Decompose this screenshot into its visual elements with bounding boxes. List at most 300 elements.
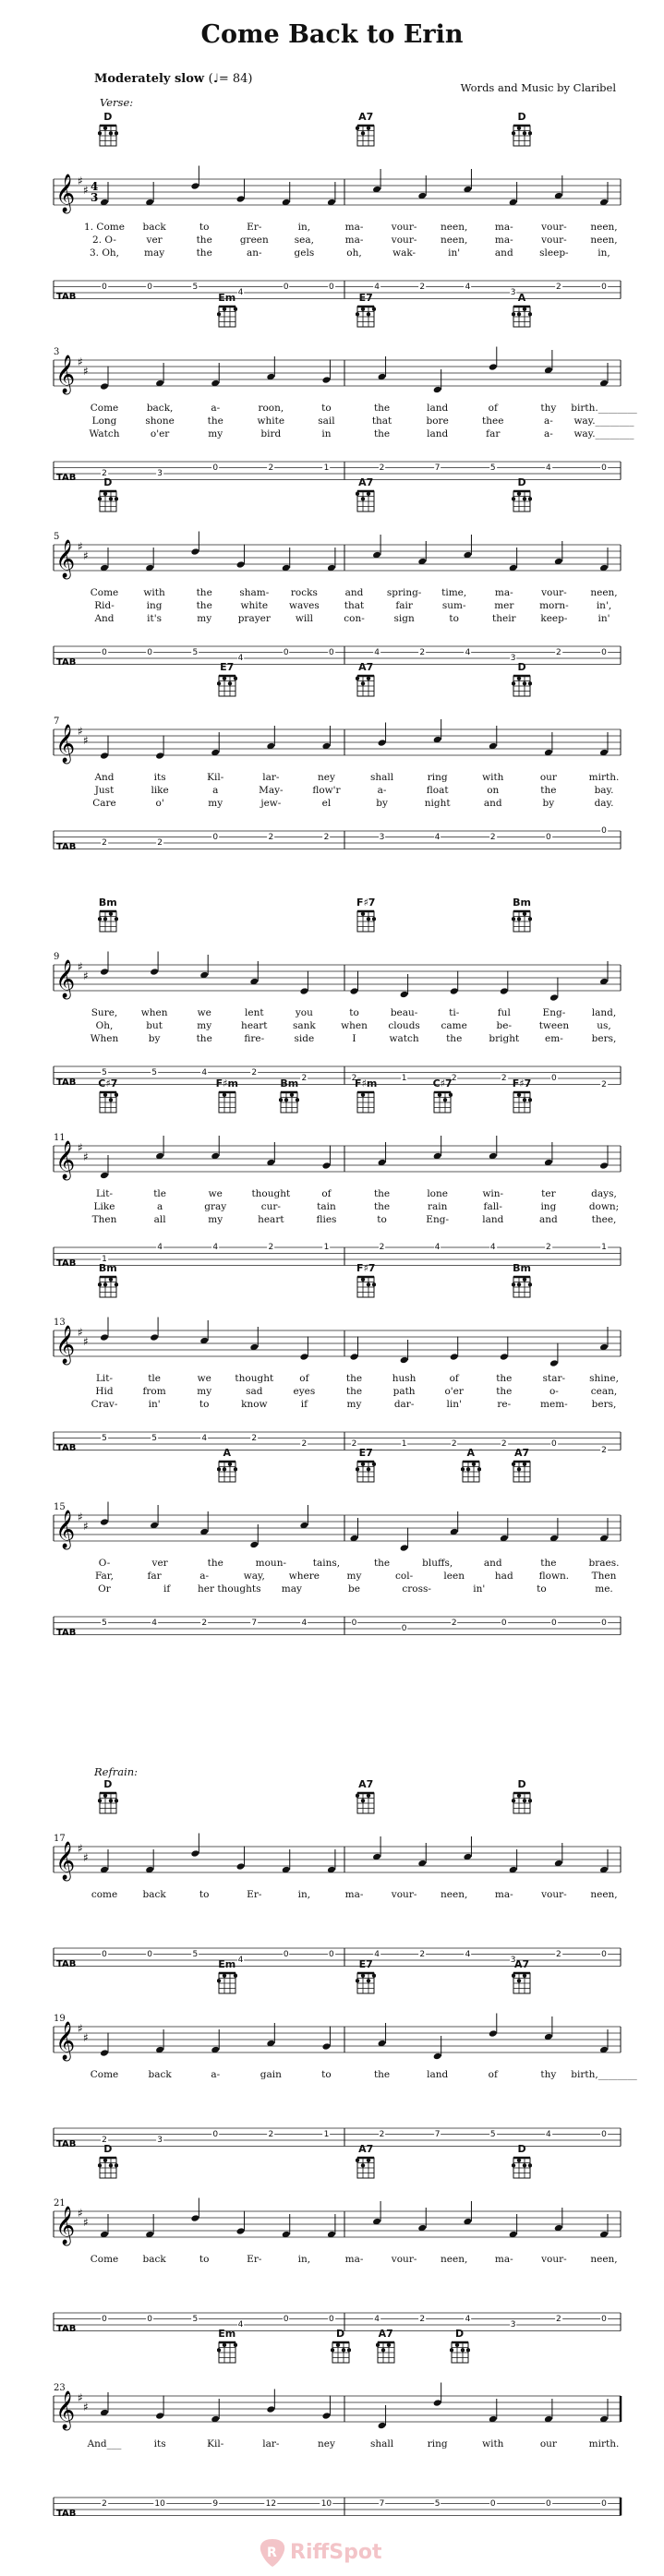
lyric-syllable: cross- (402, 1583, 431, 1595)
lyric-syllable: neen, (590, 1889, 618, 1900)
tab-fret-number: 5 (489, 463, 496, 473)
tab-fret-number: 2 (301, 1074, 308, 1083)
chord-name: D (517, 476, 526, 488)
note-head (249, 1541, 259, 1549)
lyric-syllable: land (427, 403, 449, 414)
tab-fret-number: 3 (157, 2136, 163, 2145)
lyric-syllable: May- (259, 785, 284, 796)
tab-fret-number: 2 (268, 463, 274, 473)
lyric-syllable: Or (98, 1583, 111, 1595)
lyric-syllable: in, (297, 2254, 311, 2265)
lyric-syllable: thee, (591, 1214, 617, 1225)
lyric-syllable: spring- (386, 587, 422, 598)
lyric-syllable: Come (90, 2254, 119, 2265)
lyric-syllable: to (199, 2254, 210, 2265)
lyric-syllable: shine, (589, 1373, 619, 1384)
tab-clef-icon: TAB (56, 1443, 77, 1453)
treble-clef-icon: 𝄞 (55, 1842, 76, 1880)
tab-fret-number: 0 (551, 1618, 557, 1628)
sharp-icon: ♯ (78, 725, 83, 738)
note-head (321, 1162, 331, 1170)
chord-name: D (454, 2328, 465, 2340)
measure-number: 15 (54, 1502, 66, 1512)
chord-name: A7 (358, 2143, 374, 2155)
lyric-syllable: an- (247, 247, 262, 259)
chord-name: D (517, 111, 526, 123)
measure-number: 5 (54, 532, 60, 542)
tab-fret-number: 0 (601, 2314, 607, 2324)
lyric-syllable: its (153, 2438, 166, 2450)
lyric-syllable: neen, (441, 1889, 468, 1900)
lyric-syllable: Eng- (542, 1007, 566, 1018)
tab-fret-number: 5 (434, 2498, 441, 2509)
lyric-syllable: re- (497, 1399, 512, 1410)
chord-name: F♯m (355, 1077, 378, 1089)
music-system (0, 2320, 664, 2542)
lyric-syllable: Just (94, 785, 115, 796)
lyric-syllable: roon, (258, 403, 284, 414)
tab-fret-number: 2 (251, 1067, 258, 1077)
lyric-syllable: the (196, 235, 212, 246)
tab-fret-number: 0 (102, 1949, 107, 1959)
lyric-syllable: ful (497, 1007, 511, 1018)
note-head (100, 968, 109, 976)
lyric-syllable: a- (377, 785, 387, 796)
chord-name: A7 (358, 476, 374, 488)
lyric-syllable: float (426, 785, 449, 796)
lyric-syllable: land (427, 428, 449, 439)
measure-number: 19 (54, 2014, 66, 2024)
lyric-syllable: mem- (540, 1399, 568, 1410)
tab-fret-number: 5 (151, 1067, 157, 1077)
lyric-syllable: ing (540, 1201, 557, 1212)
tab-fret-number: 2 (301, 1439, 308, 1449)
tab-fret-number: 1 (323, 1243, 330, 1252)
lyric-syllable: in, (297, 222, 311, 233)
lyric-syllable: o'er (444, 1386, 464, 1397)
sharp-icon: ♯ (78, 2022, 83, 2035)
lyric-syllable: sign (393, 613, 415, 624)
lyric-syllable: a- (211, 403, 221, 414)
lyric-syllable: tween (538, 1020, 570, 1031)
lyric-syllable: way.________ (573, 415, 634, 427)
tab-fret-number: 0 (212, 463, 219, 473)
tab-fret-number: 2 (546, 1243, 551, 1252)
lyric-syllable: the (196, 600, 212, 611)
tab-fret-number: 2 (201, 1618, 208, 1628)
tab-fret-number: 2 (102, 838, 107, 848)
tab-fret-number: 0 (601, 1949, 607, 1959)
lyric-syllable: in, (598, 247, 610, 259)
lyric-syllable: watch (389, 1033, 419, 1044)
sharp-icon: ♯ (83, 2216, 89, 2229)
song-title: Come Back to Erin (200, 20, 464, 49)
tab-fret-number: 5 (192, 282, 199, 292)
tab-fret-number: 0 (283, 2314, 289, 2324)
lyric-syllable: path (392, 1386, 416, 1397)
lyric-syllable: her thoughts (198, 1583, 261, 1595)
lyric-syllable: may (144, 247, 165, 259)
lyric-syllable: sleep- (539, 247, 569, 259)
lyric-syllable: ti- (449, 1007, 460, 1018)
lyric-syllable: fair (395, 600, 413, 611)
tab-fret-number: 2 (268, 832, 274, 842)
chord-name: D (517, 661, 526, 673)
lyric-syllable: back (142, 2254, 166, 2265)
note-head (433, 2052, 442, 2061)
music-system (0, 1439, 664, 1661)
lyric-syllable: with (143, 587, 165, 598)
tab-fret-number: 4 (201, 1433, 208, 1443)
lyric-syllable: bore (426, 415, 449, 427)
lyric-syllable: ma- (494, 222, 513, 233)
treble-clef-icon: 𝄞 (55, 1511, 76, 1548)
sharp-icon: ♯ (78, 540, 83, 553)
lyric-syllable: we (208, 1188, 223, 1199)
lyric-syllable: tle (148, 1373, 161, 1384)
tab-fret-number: 0 (329, 647, 334, 657)
lyric-syllable: clouds (388, 1020, 420, 1031)
riffspot-logo: R RiffSpot (259, 2537, 406, 2570)
lyric-syllable: braes. (588, 1558, 620, 1569)
treble-clef-icon: 𝄞 (55, 2022, 76, 2060)
note-head (489, 2029, 498, 2038)
lyric-syllable: thee (482, 415, 504, 427)
svg-text:4: 4 (91, 180, 99, 193)
lyric-syllable: lone (427, 1188, 448, 1199)
lyric-syllable: vour- (391, 235, 417, 246)
lyric-syllable: a- (543, 415, 553, 427)
lyric-syllable: white (240, 600, 269, 611)
lyric-syllable: and (344, 587, 364, 598)
lyric-syllable: ma- (344, 222, 364, 233)
lyric-syllable: in' (473, 1583, 486, 1595)
lyric-syllable: ver (151, 1558, 168, 1569)
tab-fret-number: 2 (555, 282, 561, 292)
lyric-syllable: came (441, 1020, 467, 1031)
note-head (266, 2405, 275, 2413)
measure-number: 7 (54, 716, 60, 727)
tab-fret-number: 0 (102, 647, 107, 657)
tab-fret-number: 4 (212, 1243, 219, 1252)
lyric-syllable: ma- (344, 1889, 364, 1900)
lyric-syllable: a (212, 785, 219, 796)
lyric-syllable: bright (489, 1033, 520, 1044)
tab-fret-number: 2 (268, 2129, 274, 2139)
lyric-syllable: And___ (87, 2438, 122, 2450)
lyric-syllable: in', (596, 600, 612, 611)
lyric-syllable: flies (316, 1214, 337, 1225)
note-head (599, 1162, 609, 1170)
lyric-syllable: our (539, 772, 557, 783)
lyric-syllable: vour- (391, 2254, 417, 2265)
measure-number: 3 (54, 347, 60, 357)
note-head (155, 2412, 164, 2420)
tab-fret-number: 4 (465, 1949, 471, 1959)
lyric-syllable: we (197, 1373, 211, 1384)
note-head (100, 752, 109, 760)
chord-name: Bm (280, 1077, 299, 1089)
lyric-syllable: the (196, 587, 212, 598)
tab-clef-icon: TAB (56, 473, 77, 483)
lyric-syllable: be- (496, 1020, 513, 1031)
tab-fret-number: 0 (489, 2498, 496, 2509)
tab-fret-number: 2 (251, 1433, 258, 1443)
lyric-syllable: sad (246, 1386, 263, 1397)
lyric-syllable: ring (427, 2438, 448, 2450)
lyric-syllable: far (147, 1571, 162, 1582)
tab-fret-number: 4 (237, 288, 244, 297)
lyric-syllable: flown. (538, 1571, 570, 1582)
lyric-syllable: a- (211, 2069, 221, 2080)
lyric-syllable: sea, (294, 235, 314, 246)
note-head (150, 1333, 159, 1342)
lyric-syllable: cean, (590, 1386, 618, 1397)
lyric-syllable: to (199, 1889, 210, 1900)
tempo-value: (♩= 84) (208, 72, 253, 86)
lyric-syllable: neen, (441, 222, 468, 233)
lyric-syllable: to (199, 222, 210, 233)
lyric-syllable: night (424, 798, 451, 809)
sharp-icon: ♯ (83, 2031, 89, 2044)
lyric-syllable: green (239, 235, 269, 246)
lyric-syllable: wak- (392, 247, 417, 259)
lyric-syllable: the (373, 428, 391, 439)
lyric-syllable: bers, (591, 1399, 617, 1410)
lyric-syllable: waves (288, 600, 320, 611)
lyric-syllable: will (295, 613, 313, 624)
note-head (190, 182, 199, 190)
lyric-syllable: prayer (237, 613, 271, 624)
tab-fret-number: 0 (401, 1624, 407, 1633)
lyric-syllable: our (539, 2438, 557, 2450)
lyric-syllable: if (300, 1399, 308, 1410)
tab-fret-number: 0 (601, 2498, 607, 2509)
chord-name: A7 (378, 2328, 393, 2340)
chord-name: Bm (98, 1262, 117, 1274)
tab-clef-icon: TAB (56, 2509, 77, 2519)
sharp-icon: ♯ (83, 1520, 89, 1533)
measure-number: 11 (54, 1133, 66, 1143)
lyric-syllable: dar- (393, 1399, 415, 1410)
tab-fret-number: 0 (212, 2129, 219, 2139)
sharp-icon: ♯ (78, 1511, 83, 1523)
lyric-syllable: a (156, 1201, 163, 1212)
refrain-marker: Refrain: (94, 1765, 139, 1778)
treble-clef-icon: 𝄞 (55, 2207, 76, 2245)
tab-fret-number: 2 (419, 282, 426, 292)
sharp-icon: ♯ (83, 2401, 89, 2413)
tab-fret-number: 2 (601, 1445, 607, 1455)
lyric-syllable: and (539, 1214, 558, 1225)
note-head (350, 1353, 359, 1361)
lyric-syllable: bluffs, (422, 1558, 453, 1569)
lyric-syllable: down; (588, 1201, 620, 1212)
lyric-syllable: sail (318, 415, 335, 427)
lyric-syllable: my (208, 798, 223, 809)
tab-fret-number: 4 (465, 282, 471, 292)
lyric-syllable: where (288, 1571, 320, 1582)
lyric-syllable: thy (540, 2069, 557, 2080)
note-head (299, 987, 308, 995)
lyric-syllable: bird (260, 428, 282, 439)
chord-name: D (336, 2328, 345, 2340)
tab-fret-number: 2 (351, 1439, 357, 1449)
treble-clef-icon: 𝄞 (55, 725, 76, 763)
note-head (321, 2042, 331, 2051)
tab-fret-number: 2 (379, 1243, 385, 1252)
chord-name: D (517, 1778, 526, 1790)
chord-name: Em (218, 2328, 236, 2340)
lyric-syllable: Like (93, 1201, 115, 1212)
lyric-syllable: you (295, 1007, 313, 1018)
note-head (400, 1356, 409, 1365)
lyric-syllable: o- (549, 1386, 559, 1397)
lyric-syllable: O- (98, 1558, 111, 1569)
lyric-syllable: tle (153, 1188, 167, 1199)
measure-number: 9 (54, 952, 60, 962)
chord-name: A (517, 292, 526, 304)
lyric-syllable: the (373, 1188, 391, 1199)
tab-fret-number: 0 (351, 1618, 357, 1628)
lyric-syllable: vour- (541, 1889, 567, 1900)
svg-text:3: 3 (91, 191, 99, 204)
tab-fret-number: 0 (601, 282, 607, 292)
chord-name: Em (218, 292, 236, 304)
lyric-syllable: vour- (391, 222, 417, 233)
sharp-icon: ♯ (78, 1842, 83, 1855)
tab-fret-number: 0 (102, 2314, 107, 2324)
tab-fret-number: 1 (323, 2129, 330, 2139)
lyric-syllable: in' (598, 613, 610, 624)
lyric-syllable: bay. (594, 785, 614, 796)
note-head (236, 560, 246, 569)
tab-fret-number: 4 (374, 1949, 380, 1959)
lyric-syllable: of (488, 403, 498, 414)
lyric-syllable: con- (344, 613, 365, 624)
lyric-syllable: ma- (494, 235, 513, 246)
treble-clef-icon: 𝄞 (55, 2391, 76, 2429)
tab-clef-icon: TAB (56, 2139, 77, 2149)
tab-fret-number: 2 (451, 1074, 457, 1083)
lyric-syllable: way.________ (573, 428, 634, 439)
lyric-syllable: to (321, 403, 332, 414)
chord-name: D (517, 2143, 526, 2155)
sharp-icon: ♯ (78, 1141, 83, 1154)
lyric-syllable: had (494, 1571, 513, 1582)
note-head (500, 1353, 509, 1361)
tab-fret-number: 5 (192, 1949, 199, 1959)
sharp-icon: ♯ (83, 365, 89, 378)
tab-fret-number: 0 (329, 1949, 334, 1959)
lyric-syllable: Oh, (95, 1020, 114, 1031)
tab-clef-icon: TAB (56, 1077, 77, 1088)
note-head (433, 386, 442, 394)
tab-fret-number: 4 (237, 2320, 244, 2329)
tab-fret-number: 5 (102, 1067, 107, 1077)
lyric-syllable: Er- (247, 222, 262, 233)
tab-fret-number: 4 (374, 2314, 380, 2324)
lyric-syllable: back (142, 222, 166, 233)
note-head (400, 991, 409, 999)
tab-fret-number: 0 (102, 282, 107, 292)
lyric-syllable: tains, (312, 1558, 341, 1569)
tab-fret-number: 2 (268, 1243, 274, 1252)
lyric-syllable: sank (293, 1020, 316, 1031)
sharp-icon: ♯ (78, 2391, 83, 2404)
lyric-syllable: know (241, 1399, 268, 1410)
tab-fret-number: 0 (147, 1949, 153, 1959)
lyric-syllable: ma- (494, 1889, 513, 1900)
lyric-syllable: the (373, 1558, 391, 1569)
lyric-syllable: bers, (591, 1033, 617, 1044)
tab-fret-number: 5 (151, 1433, 157, 1443)
chord-name: A7 (513, 1447, 530, 1459)
sharp-icon: ♯ (78, 2207, 83, 2220)
note-head (190, 548, 199, 556)
credit: Words and Music by Claribel (460, 81, 616, 94)
lyric-syllable: a- (199, 1571, 210, 1582)
sharp-icon: ♯ (83, 969, 89, 982)
tab-fret-number: 0 (147, 282, 153, 292)
note-head (489, 363, 498, 371)
tab-fret-number: 0 (329, 282, 334, 292)
chord-name: D (103, 476, 113, 488)
lyric-syllable: land (427, 2069, 449, 2080)
tab-fret-number: 1 (401, 1074, 407, 1083)
tab-fret-number: 0 (601, 826, 607, 836)
lyric-syllable: heart (241, 1020, 268, 1031)
lyric-syllable: the (345, 1373, 363, 1384)
lyric-syllable: win- (482, 1188, 504, 1199)
lyric-syllable: way, (243, 1571, 265, 1582)
lyric-syllable: the (496, 1373, 513, 1384)
lyric-syllable: Long (91, 415, 117, 427)
lyric-syllable: my (197, 1020, 212, 1031)
lyric-syllable: of (321, 1188, 332, 1199)
tab-fret-number: 4 (237, 1956, 244, 1965)
lyric-syllable: leen (443, 1571, 465, 1582)
chord-name: Bm (513, 897, 531, 909)
lyric-syllable: neen, (590, 587, 618, 598)
chord-name: E7 (358, 1447, 373, 1459)
sharp-icon: ♯ (78, 355, 83, 368)
lyric-syllable: to (449, 613, 459, 624)
lyric-syllable: we (197, 1007, 211, 1018)
lyric-syllable: all (153, 1214, 166, 1225)
tab-fret-number: 2 (157, 838, 163, 848)
tab-clef-icon: TAB (56, 1258, 77, 1269)
note-head (378, 2422, 387, 2430)
chord-name: F♯7 (356, 897, 376, 909)
tab-fret-number: 2 (419, 2314, 426, 2324)
lyric-syllable: gray (204, 1201, 227, 1212)
tab-fret-number: 5 (192, 647, 199, 657)
chord-name: F♯7 (512, 1077, 532, 1089)
tab-fret-number: 2 (102, 2136, 107, 2145)
note-head (155, 752, 164, 760)
lyric-syllable: gain (260, 2069, 282, 2080)
sharp-icon: ♯ (83, 184, 89, 197)
chord-name: E7 (358, 1958, 373, 1970)
measure-number: 23 (54, 2383, 66, 2393)
tab-fret-number: 2 (351, 1074, 357, 1083)
lyric-syllable: to (199, 1399, 210, 1410)
lyric-syllable: vour- (541, 2254, 567, 2265)
chord-name: E7 (358, 292, 373, 304)
note-head (350, 987, 359, 995)
lyric-syllable: lin' (446, 1399, 462, 1410)
